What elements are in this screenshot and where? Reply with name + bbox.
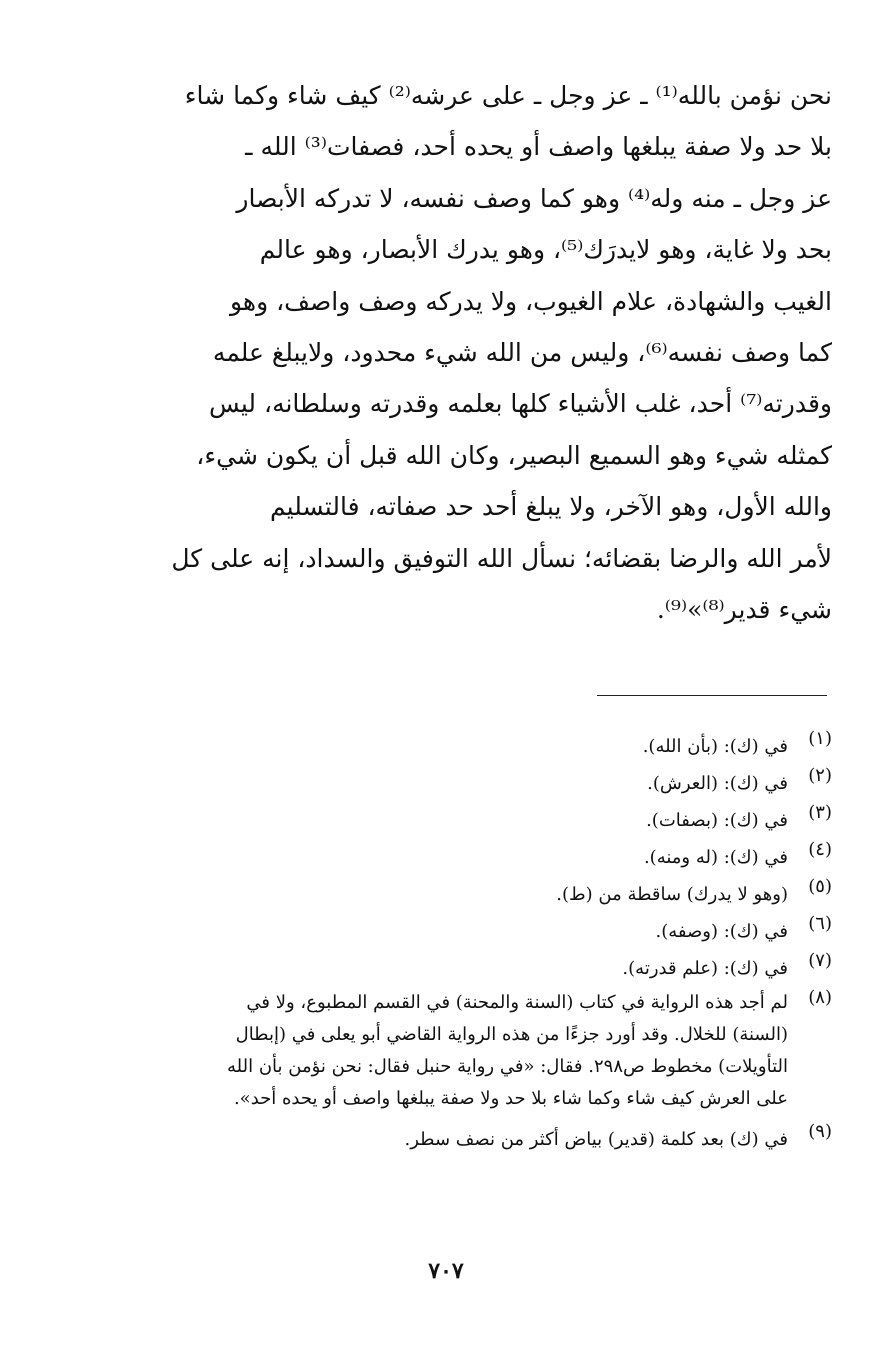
main-text-line: عز وجل ـ منه وله⁽⁴⁾ وهو كما وصف نفسه، لا تدركه الأبصار — [236, 183, 832, 213]
footnote-text: لم أجد هذه الرواية في كتاب (السنة والمحنة) في القسم المطبوع، ولا في — [246, 992, 788, 1013]
main-text-line: نحن نؤمن بالله⁽¹⁾ ـ عز وجل ـ على عرشه⁽²⁾ كيف شاء وكما شاء — [184, 81, 832, 110]
footnote — [140, 765, 832, 802]
footnote-text: في (ك): (علم قدرته). — [622, 958, 788, 979]
footnote-text: على العرش كيف شاء وكما شاء بلا حد ولا صفة يبلغها واصف أو يحده أحد». — [233, 1088, 788, 1109]
footnote-text: في (ك): (العرش). — [647, 773, 788, 794]
footnote — [140, 876, 832, 913]
footnote — [140, 913, 832, 950]
footnote-number: (٣) — [808, 802, 832, 823]
footnote-number: (٦) — [808, 913, 832, 934]
main-text-line: بحد ولا غاية، وهو لايدرَك⁽⁵⁾، وهو يدرك الأبصار، وهو عالم — [259, 235, 832, 265]
footnote-text: (السنة) للخلال. وقد أورد جزءًا من هذه الرواية القاضي أبو يعلى في (إبطال — [235, 1024, 788, 1045]
main-text-line: والله الأول، وهو الآخر، ولا يبلغ أحد حد صفاته، فالتسليم — [270, 492, 832, 522]
main-text-line: كمثله شيء وهو السميع البصير، وكان الله قبل أن يكون شيء، — [196, 440, 832, 470]
main-text-line: لأمر الله والرضا بقضائه؛ نسأل الله التوفيق والسداد، إنه على كل — [171, 543, 832, 573]
footnote — [140, 987, 832, 1115]
footnote-number: (٨) — [808, 987, 832, 1008]
footnotes — [140, 728, 832, 1158]
footnote-text: التأويلات) مخطوط ص٢٩٨. فقال: «في رواية حنبل فقال: نحن نؤمن بأن الله — [227, 1056, 788, 1077]
footnote-number: (٧) — [808, 950, 832, 971]
main-text-line: الغيب والشهادة، علام الغيوب، ولا يدركه وصف واصف، وهو — [229, 286, 832, 316]
footnote — [140, 728, 832, 765]
main-text-line: كما وصف نفسه⁽⁶⁾، وليس من الله شيء محدود، ولايبلغ علمه — [212, 337, 832, 367]
footnote-number: (١) — [808, 728, 832, 749]
footnote-text: في (ك): (بصفات). — [646, 810, 788, 831]
footnote-text: في (ك): (وصفه). — [655, 921, 788, 942]
footnote — [140, 1121, 832, 1158]
page-number: ٧٠٧ — [428, 1258, 464, 1284]
footnote-number: (٥) — [808, 876, 832, 897]
footnote-text: في (ك): (بأن الله). — [642, 736, 788, 757]
footnote — [140, 950, 832, 987]
main-text-line: وقدرته⁽⁷⁾ أحد، غلب الأشياء كلها بعلمه وقدرته وسلطانه، ليس — [209, 389, 832, 419]
main-text-line: بلا حد ولا صفة يبلغها واصف أو يحده أحد، فصفات⁽³⁾ الله ـ — [245, 132, 832, 162]
footnote-number: (٤) — [808, 839, 832, 860]
footnote-number: (٢) — [808, 765, 832, 786]
footnote — [140, 802, 832, 839]
main-text — [150, 70, 832, 635]
footnote-text: في (ك): (له ومنه). — [643, 847, 788, 868]
footnote-number: (٩) — [808, 1121, 832, 1142]
footnote-text: (وهو لا يدرك) ساقطة من (ط). — [556, 884, 788, 905]
footnote — [140, 839, 832, 876]
footnote-divider — [597, 695, 827, 696]
footnote-text: في (ك) بعد كلمة (قدير) بياض أكثر من نصف سطر. — [404, 1129, 788, 1150]
main-text-line: شيء قدير⁽⁸⁾»⁽⁹⁾. — [656, 594, 832, 624]
